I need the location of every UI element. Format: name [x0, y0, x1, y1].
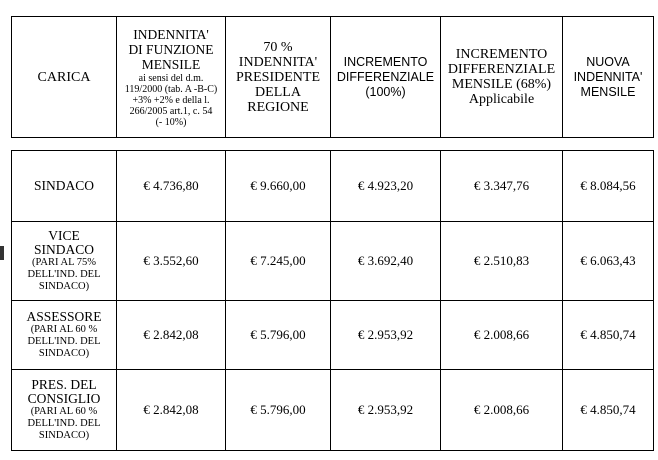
header-col2-note: 119/2000 (tab. A -B-C): [124, 83, 218, 95]
role-note: SINDACO): [38, 281, 90, 292]
header-col3-line: INDENNITA': [238, 54, 318, 70]
header-col4-line: DIFFERENZIALE: [336, 69, 435, 84]
amount-cell: € 5.796,00: [226, 301, 331, 370]
header-col4-line: INCREMENTO: [343, 54, 428, 69]
role-cell: [12, 222, 117, 301]
header-presidente-regione: [226, 17, 331, 138]
header-col2-note: 266/2005 art.1, c. 54: [129, 105, 213, 117]
role-note: DELL'IND. DEL: [27, 269, 101, 280]
amount-cell: € 4.736,80: [117, 151, 226, 222]
page-edge-marker: [0, 246, 4, 260]
header-col3-line: PRESIDENTE: [236, 69, 320, 85]
header-col2-note: ai sensi del d.m.: [138, 72, 204, 84]
role-cell: [12, 151, 117, 222]
role-note: (PARI AL 60 %: [30, 324, 98, 335]
header-col2-note: (- 10%): [155, 116, 187, 128]
header-col5-line: MENSILE (68%): [451, 77, 552, 92]
header-table: [11, 16, 654, 138]
role-note: SINDACO): [38, 430, 90, 441]
table-row: [12, 370, 654, 451]
header-col2-line: INDENNITA': [133, 26, 209, 42]
amount-cell: € 4.850,74: [563, 301, 654, 370]
header-incremento-mensile: [441, 17, 563, 138]
amount-cell: € 2.842,08: [117, 370, 226, 451]
amount-cell: € 3.552,60: [117, 222, 226, 301]
data-table: [11, 150, 654, 451]
header-col6-line: INDENNITA': [573, 69, 643, 84]
amount-cell: € 2.008,66: [441, 301, 563, 370]
header-col2-note: +3% +2% e della l.: [132, 94, 210, 106]
header-col6-line: NUOVA: [586, 54, 630, 69]
header-col5-line: INCREMENTO: [455, 47, 548, 62]
header-carica-label: CARICA: [37, 70, 91, 85]
role-cell: [12, 301, 117, 370]
role-name: SINDACO: [33, 178, 94, 193]
header-col5-line: Applicabile: [468, 92, 535, 107]
role-note: SINDACO): [38, 348, 90, 359]
amount-cell: € 5.796,00: [226, 370, 331, 451]
amount-cell: € 8.084,56: [563, 151, 654, 222]
role-name: PRES. DEL: [31, 377, 97, 392]
header-col3-line: 70 %: [263, 39, 293, 55]
amount-cell: € 9.660,00: [226, 151, 331, 222]
amount-cell: € 2.953,92: [331, 370, 441, 451]
role-note: DELL'IND. DEL: [27, 418, 101, 429]
header-col6-line: MENSILE: [580, 84, 636, 99]
header-col5-line: DIFFERENZIALE: [447, 62, 556, 77]
role-cell: [12, 370, 117, 451]
amount-cell: € 2.953,92: [331, 301, 441, 370]
table-row: [12, 151, 654, 222]
amount-cell: € 2.842,08: [117, 301, 226, 370]
header-nuova-indennita: [563, 17, 654, 138]
header-col2-line: DI FUNZIONE: [128, 41, 214, 57]
amount-cell: € 6.063,43: [563, 222, 654, 301]
header-col3-line: DELLA: [255, 84, 301, 100]
header-indennita-funzione: [117, 17, 226, 138]
table-row: [12, 222, 654, 301]
role-name: CONSIGLIO: [27, 391, 101, 406]
header-carica: [12, 17, 117, 138]
amount-cell: € 4.923,20: [331, 151, 441, 222]
table-row: [12, 301, 654, 370]
role-note: (PARI AL 60 %: [30, 406, 98, 417]
role-name: ASSESSORE: [26, 309, 102, 324]
amount-cell: € 3.692,40: [331, 222, 441, 301]
amount-cell: € 7.245,00: [226, 222, 331, 301]
amount-cell: € 4.850,74: [563, 370, 654, 451]
header-col3-line: REGIONE: [247, 99, 309, 115]
role-note: (PARI AL 75%: [32, 257, 96, 268]
amount-cell: € 3.347,76: [441, 151, 563, 222]
role-name: SINDACO: [33, 242, 94, 257]
header-incremento-differenziale: [331, 17, 441, 138]
header-col2-line: MENSILE: [141, 56, 201, 72]
amount-cell: € 2.008,66: [441, 370, 563, 451]
amount-cell: € 2.510,83: [441, 222, 563, 301]
role-name: VICE: [48, 228, 80, 243]
role-note: DELL'IND. DEL: [27, 336, 101, 347]
header-row: [12, 17, 654, 138]
header-col4-line: (100%): [365, 84, 406, 99]
